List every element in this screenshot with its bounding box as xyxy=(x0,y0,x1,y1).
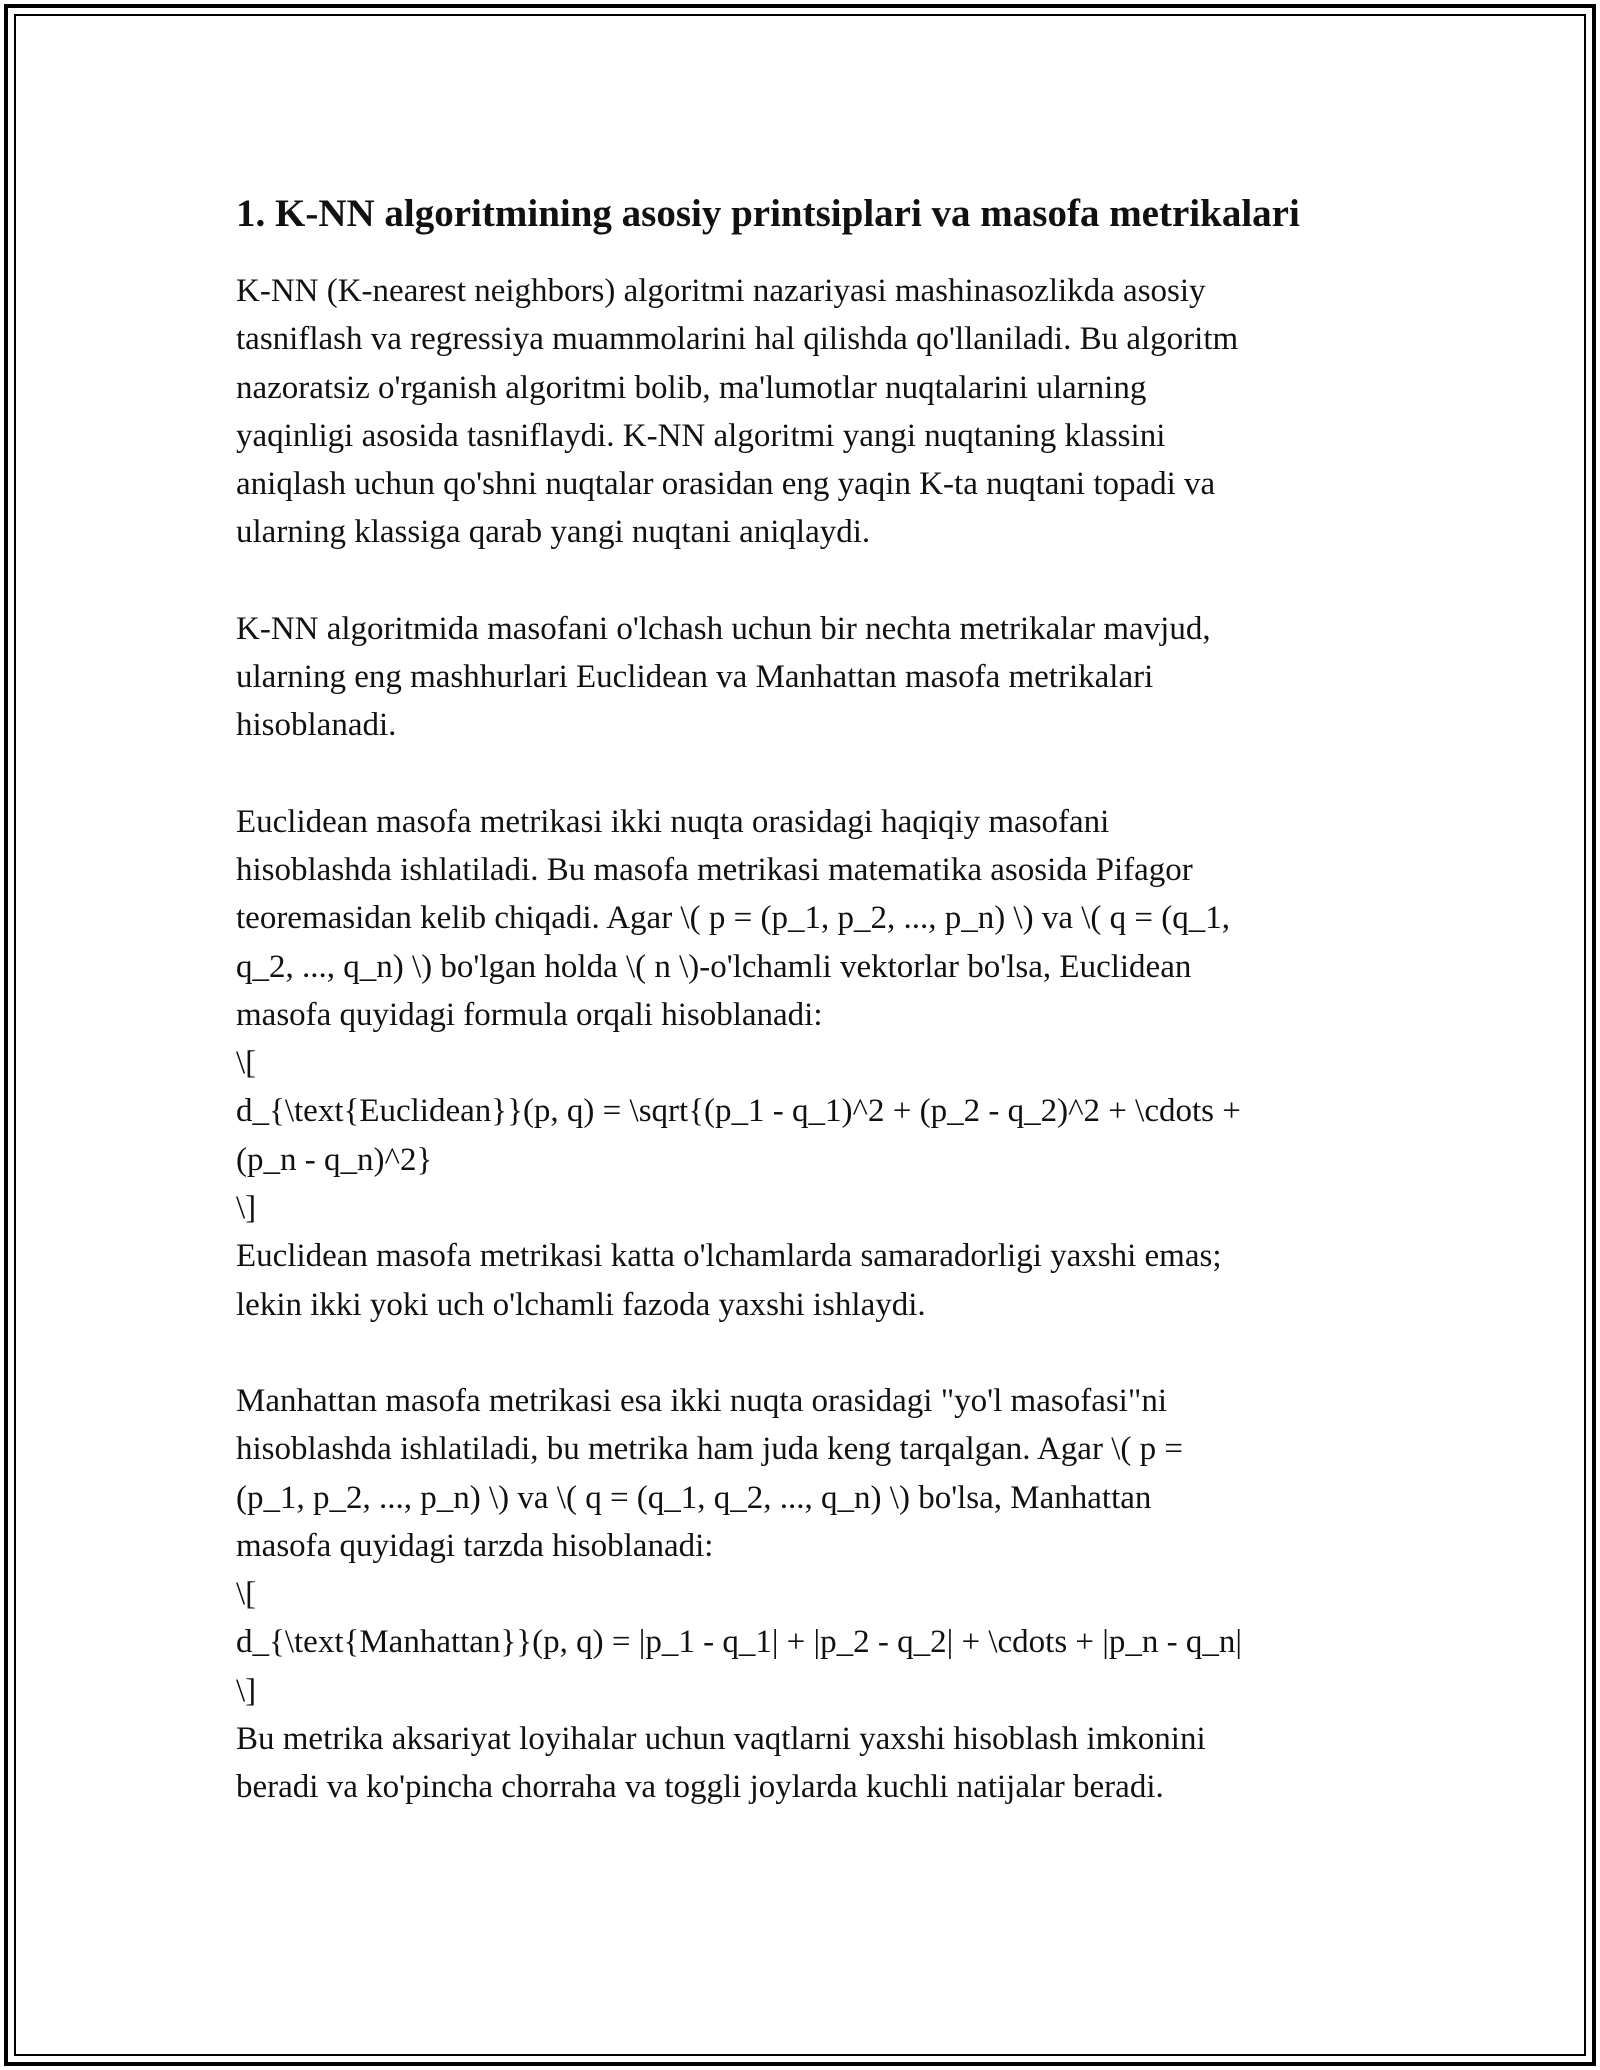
paragraph-line: aniqlash uchun qo'shni nuqtalar orasidan eng yaqin K-ta nuqtani topadi va xyxy=(236,466,1216,503)
paragraph-line: q_2, ..., q_n) \) bo'lgan holda \( n \)-o'lchamli vektorlar bo'lsa, Euclidean xyxy=(236,948,1192,985)
paragraph-line: Euclidean masofa metrikasi ikki nuqta orasidagi haqiqiy masofani xyxy=(236,803,1110,840)
paragraph-line: tasniflash va regressiya muammolarini hal qilishda qo'llaniladi. Bu algoritm xyxy=(236,321,1239,358)
paragraph-line: \[ xyxy=(236,1045,257,1082)
paragraph-line: K-NN (K-nearest neighbors) algoritmi nazariyasi mashinasozlikda asosiy xyxy=(236,273,1206,309)
section-title: 1. K-NN algoritmining asosiy printsiplari va masofa metrikalari xyxy=(236,192,1300,235)
paragraph-line: \] xyxy=(236,1672,257,1709)
paragraph-line: masofa quyidagi tarzda hisoblanadi: xyxy=(236,1527,714,1564)
document-body xyxy=(236,186,1361,1860)
paragraph xyxy=(236,267,1361,557)
paragraph-line: teoremasidan kelib chiqadi. Agar \( p = (p_1, p_2, ..., p_n) \) va \( q = (q_1, xyxy=(236,900,1230,937)
paragraph-line: hisoblanadi. xyxy=(236,707,397,744)
paragraph-line: Bu metrika aksariyat loyihalar uchun vaqtlarni yaxshi hisoblash imkonini xyxy=(236,1721,1206,1758)
paragraph-line: (p_1, p_2, ..., p_n) \) va \( q = (q_1, q_2, ..., q_n) \) bo'lsa, Manhattan xyxy=(236,1479,1152,1516)
paragraph xyxy=(236,605,1361,750)
paragraph-line: \[ xyxy=(236,1576,257,1613)
paragraph-line: masofa quyidagi formula orqali hisoblanadi: xyxy=(236,996,823,1033)
paragraph-line: yaqinligi asosida tasniflaydi. K-NN algoritmi yangi nuqtaning klassini xyxy=(236,417,1166,454)
paragraph-line: hisoblashda ishlatiladi. Bu masofa metrikasi matematika asosida Pifagor xyxy=(236,851,1193,888)
paragraph-line: lekin ikki yoki uch o'lchamli fazoda yaxshi ishlaydi. xyxy=(236,1286,926,1323)
paragraph-line: d_{\text{Manhattan}}(p, q) = |p_1 - q_1| + |p_2 - q_2| + \cdots + |p_n - q_n| xyxy=(236,1624,1242,1661)
paragraph-line: \] xyxy=(236,1190,257,1227)
paragraph-line: K-NN algoritmida masofani o'lchash uchun bir nechta metrikalar mavjud, xyxy=(236,610,1211,647)
paragraph-line: hisoblashda ishlatiladi, bu metrika ham juda keng tarqalgan. Agar \( p = xyxy=(236,1431,1183,1468)
paragraph-line: ularning klassiga qarab yangi nuqtani aniqlaydi. xyxy=(236,514,871,551)
paragraph-line: ularning eng mashhurlari Euclidean va Manhattan masofa metrikalari xyxy=(236,659,1154,696)
paragraph xyxy=(236,798,1361,1329)
paragraph-line: (p_n - q_n)^2} xyxy=(236,1141,433,1178)
paragraph-line: d_{\text{Euclidean}}(p, q) = \sqrt{(p_1 - q_1)^2 + (p_2 - q_2)^2 + \cdots + xyxy=(236,1093,1241,1130)
paragraph xyxy=(236,1377,1361,1812)
paragraph-line: Manhattan masofa metrikasi esa ikki nuqta orasidagi "yo'l masofasi"ni xyxy=(236,1382,1167,1419)
paragraph-line: Euclidean masofa metrikasi katta o'lchamlarda samaradorligi yaxshi emas; xyxy=(236,1238,1222,1275)
paragraph-line: beradi va ko'pincha chorraha va toggli joylarda kuchli natijalar beradi. xyxy=(236,1769,1164,1806)
paragraph-line: nazoratsiz o'rganish algoritmi bolib, ma'lumotlar nuqtalarini ularning xyxy=(236,369,1147,406)
paragraph-list xyxy=(236,267,1361,1812)
